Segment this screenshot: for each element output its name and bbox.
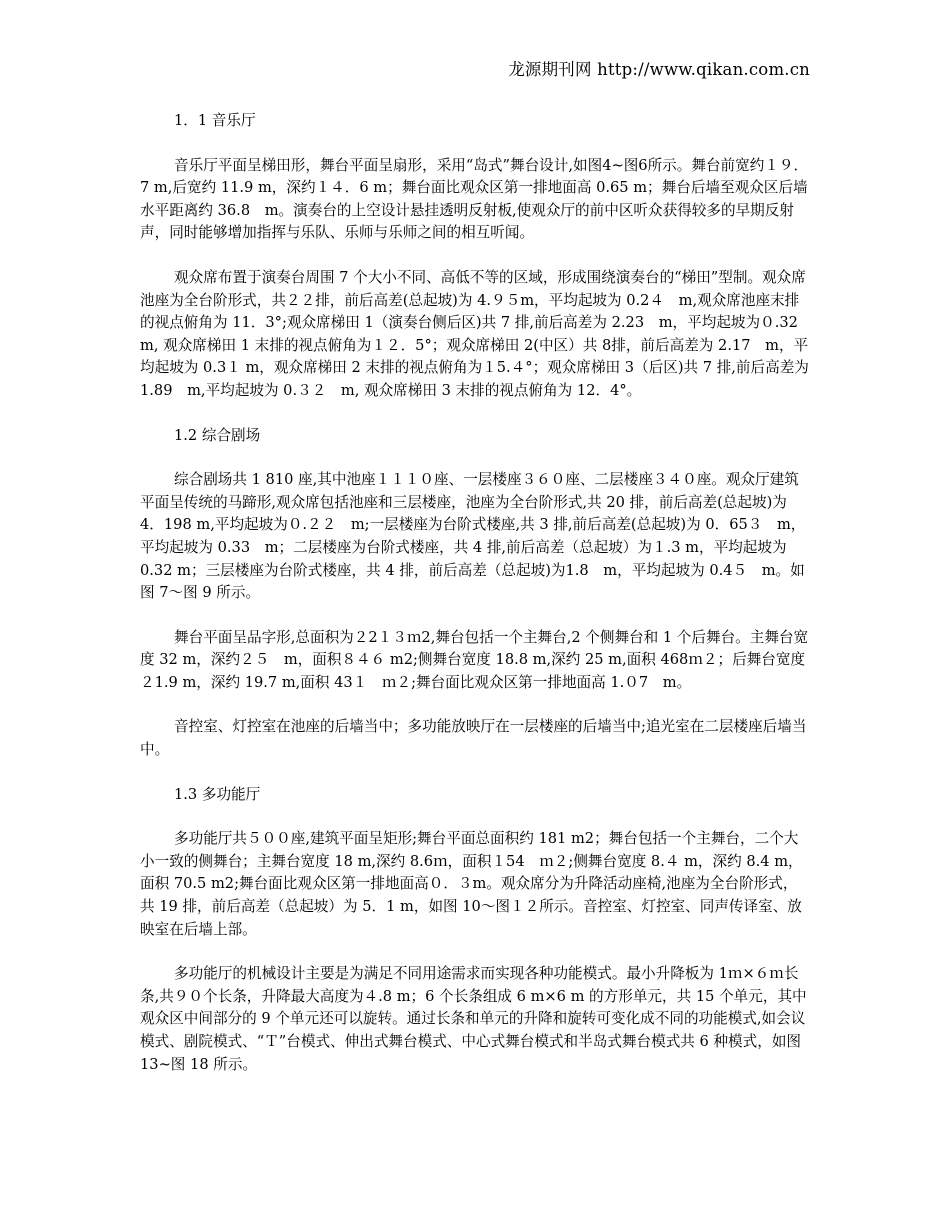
paragraph: 舞台平面呈品字形,总面积为２2１３ｍ2,舞台包括一个主舞台,2 个侧舞台和 1 个后舞台。主舞台宽度 32 m，深约２５ m，面积８４６ m2;侧舞台宽度 18.8 m,深约 25 m,面积 468ｍ２；后舞台宽度２1.9 m，深约 19.7 m,面积 43１ ｍ２;舞台面比观众区第一排地面高 1.０7 m。: [140, 628, 809, 691]
paragraph: 观众席布置于演奏台周围 7 个大小不同、高低不等的区域，形成围绕演奏台的“梯田”型制。观众席池座为全台阶形式，共２２排，前后高差(总起坡)为 4.９５m，平均起坡为 0.2４ m,观众席池座末排的视点俯角为 11．3°;观众席梯田 1（演奏台侧后区)共 7 排,前后高差为 2.23 m，平均起坡为０.32 m, 观众席梯田 1 末排的视点俯角为１２．5°；观众席梯田 2(中区）共 8排，前后高差为 2.17 m，平均起坡为 0.3１ m，观众席梯田 2 末排的视点俯角为１5.４°；观众席梯田 3（后区)共 7 排,前后高差为 1.89 m,平均起坡为 0.３２ m, 观众席梯田 3 末排的视点俯角为 12．4°。: [140, 268, 809, 399]
section-heading-multifunction-hall: 1.3 多功能厅: [174, 785, 261, 803]
journal-header: 龙源期刊网 http://www.qikan.com.cn: [508, 60, 810, 79]
paragraph: 多功能厅共５００座,建筑平面呈矩形;舞台平面总面积约 181 m2；舞台包括一个主舞台，二个大小一致的侧舞台；主舞台宽度 18 m,深约 8.6ｍ，面积１54 ｍ２;侧舞台宽度 8.４ m，深约 8.4 m，面积 70.5 m2;舞台面比观众区第一排地面高０．３m。观众席分为升降活动座椅,池座为全台阶形式，共 19 排，前后高差（总起坡）为 5．1 m，如图 10～图１２所示。音控室、灯控室、同声传译室、放映室在后墙上部。: [140, 830, 803, 938]
paragraph: 多功能厅的机械设计主要是为满足不同用途需求而实现各种功能模式。最小升降板为 1ｍ×６ｍ长条,共９０个长条，升降最大高度为４.8 m；6 个长条组成 6 m×6 m 的方形单元，共 15 个单元，其中观众区中间部分的 9 个单元还可以旋转。通过长条和单元的升降和旋转可变化成不同的功能模式,如会议模式、剧院模式、“Ｔ”台模式、伸出式舞台模式、中心式舞台模式和半岛式舞台模式共 6 种模式，如图 13~图 18 所示。: [140, 965, 807, 1073]
paragraph: 音乐厅平面呈梯田形，舞台平面呈扇形，采用“岛式”舞台设计,如图4~图6所示。舞台前宽约１９．7 m,后宽约 11.9 m，深约１４．6 m；舞台面比观众区第一排地面高 0.65 m；舞台后墙至观众区后墙水平距离约 36.8 m。演奏台的上空设计悬挂透明反射板,使观众厅的前中区听众获得较多的早期反射声，同时能够增加指挥与乐队、乐师与乐师之间的相互听闻。: [140, 156, 809, 242]
article-body: [140, 110, 812, 1076]
section-heading-theater: 1.2 综合剧场: [174, 426, 261, 444]
paragraph: 音控室、灯控室在池座的后墙当中；多功能放映厅在一层楼座的后墙当中;追光室在二层楼座后墙当中。: [140, 718, 807, 759]
paragraph: 综合剧场共 1 810 座,其中池座１１１０座、一层楼座３６０座、二层楼座３４０座。观众厅建筑平面呈传统的马蹄形,观众席包括池座和三层楼座，池座为全台阶形式,共 20 排，前后高差(总起坡)为 4．198 m,平均起坡为０.２２ m;一层楼座为台阶式楼座,共 3 排,前后高差(总起坡)为 0．65３ m，平均起坡为 0.33 m；二层楼座为台阶式楼座，共 4 排,前后高差（总起坡）为１.3 m，平均起坡为 0.32 m；三层楼座为台阶式楼座，共 4 排，前后高差（总起坡)为1.8 m，平均起坡为 0.4５ m。如图 7～图 9 所示。: [140, 471, 806, 602]
section-heading-music-hall: 1．1 音乐厅: [174, 112, 256, 129]
